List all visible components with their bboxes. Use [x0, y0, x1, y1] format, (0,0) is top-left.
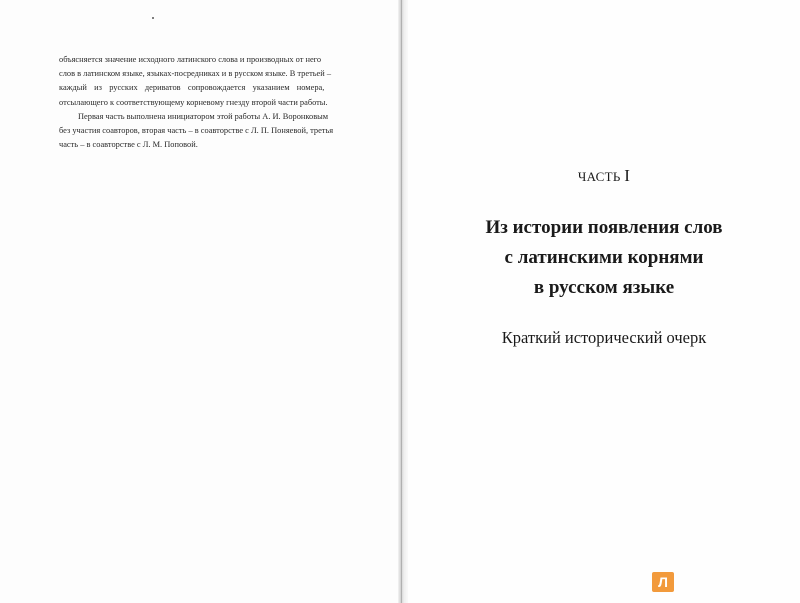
text-line: слов в латинском языке, языках-посредниках и в русском языке. В третьей – [59, 69, 332, 79]
text-line: отсылающего к соответствующему корневому гнезду второй части работы. [59, 97, 328, 107]
left-page-text [59, 53, 397, 152]
left-page [0, 0, 398, 603]
text-line: без участия соавторов, вторая часть – в соавторстве с Л. П. Поняевой, третья [59, 126, 334, 136]
text-line: Первая часть выполнена инициатором этой работы А. И. Воронковым [78, 111, 329, 121]
scan-speck [152, 17, 154, 19]
title-line: в русском языке [533, 277, 675, 298]
text-line: объясняется значение исходного латинского слова и производных от него [59, 55, 322, 64]
part-word: ЧАСТЬ [577, 169, 621, 184]
text-line: часть – в соавторстве с Л. М. Поповой. [59, 140, 198, 150]
part-heading [408, 166, 800, 186]
title-line: с латинскими корнями [504, 247, 704, 268]
chapter-subtitle: Краткий исторический очерк [501, 328, 707, 347]
book-gutter [398, 0, 408, 603]
title-line: Из истории появления слов [485, 217, 723, 238]
chapter-title [408, 213, 800, 303]
gutter-fold-line [401, 0, 402, 603]
labirint-logo-icon: Л [652, 572, 674, 592]
part-number: I [624, 166, 631, 185]
text-line: каждый из русских дериватов сопровождается указанием номера, [59, 83, 325, 93]
